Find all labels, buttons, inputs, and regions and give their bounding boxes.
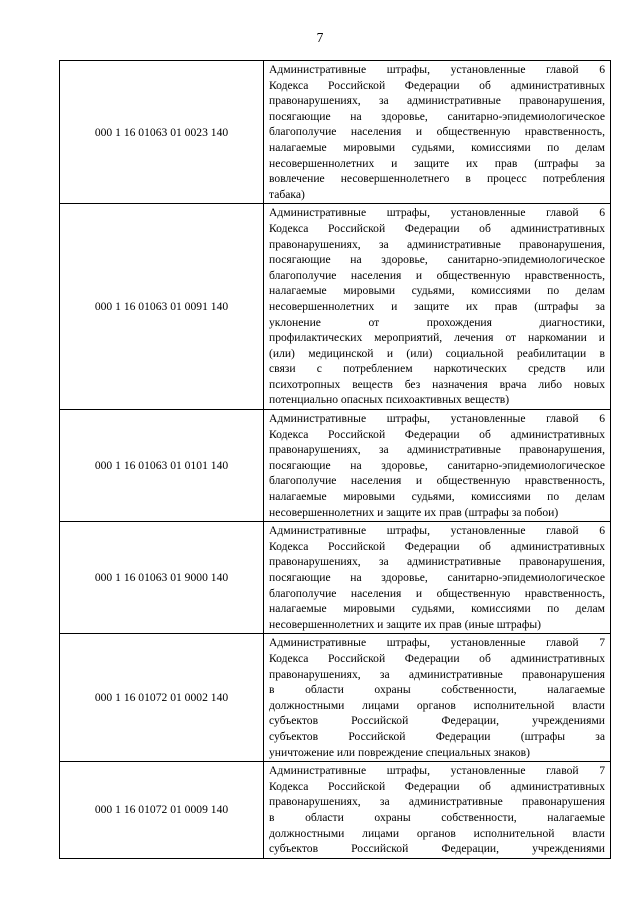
description-line: уклонение от прохождения диагностики,: [269, 315, 605, 329]
page-number: 7: [316, 30, 324, 45]
description-line: благополучие населения и общественную нравственность,: [269, 125, 605, 139]
description-line: вовлечение несовершеннолетнего в процесс потребления: [269, 172, 605, 186]
description-line: посягающие на здоровье, санитарно-эпидемиологическое: [269, 458, 605, 472]
income-description: [264, 634, 611, 762]
description-line: благополучие населения и общественную нравственность,: [269, 474, 605, 488]
income-description: [264, 204, 611, 410]
description-line: должностными лицами органов исполнительной власти: [269, 826, 605, 840]
description-line: Кодекса Российской Федерации об административных: [269, 221, 605, 235]
table-body: [60, 61, 611, 859]
description-line: Административные штрафы, установленные главой 7: [269, 636, 605, 650]
description-line: правонарушениях, за административные правонарушения: [269, 795, 605, 809]
description-line: налагаемые мировыми судьями, комиссиями по делам: [269, 490, 605, 504]
description-line: (или) медицинской и (или) социальной реабилитации в: [269, 346, 605, 360]
description-line: Кодекса Российской Федерации об административных: [269, 427, 605, 441]
description-line: несовершеннолетних и защите их прав (штрафы за: [269, 156, 605, 170]
description-line: потенциально опасных психоактивных веществ): [269, 393, 510, 407]
description-line: в области охраны собственности, налагаемые: [269, 810, 605, 824]
description-line: психотропных веществ без назначения врача либо новых: [269, 377, 605, 391]
description-line: Кодекса Российской Федерации об административных: [269, 78, 605, 92]
classification-code: 000 1 16 01063 01 9000 140: [60, 522, 264, 634]
description-line: посягающие на здоровье, санитарно-эпидемиологическое: [269, 253, 605, 267]
description-line: Административные штрафы, установленные главой 6: [269, 206, 605, 220]
description-line: должностными лицами органов исполнительной власти: [269, 698, 605, 712]
description-line: посягающие на здоровье, санитарно-эпидемиологическое: [269, 571, 605, 584]
description-line: Административные штрафы, установленные главой 6: [269, 524, 605, 538]
description-line: Административные штрафы, установленные главой 6: [269, 63, 605, 76]
description-line: в области охраны собственности, налагаемые: [269, 683, 605, 697]
description-line: профилактических мероприятий, лечения от наркомании и: [269, 331, 605, 345]
classification-code: 000 1 16 01063 01 0091 140: [60, 204, 264, 410]
income-description: [264, 61, 611, 204]
description-line: правонарушениях, за административные правонарушения,: [269, 237, 605, 251]
description-line: налагаемые мировыми судьями, комиссиями по делам: [269, 602, 605, 616]
description-line: субъектов Российской Федерации (штрафы за: [269, 729, 605, 743]
description-line: табака): [269, 187, 305, 201]
description-line: правонарушениях, за административные правонарушения,: [269, 94, 605, 108]
description-line: субъектов Российской Федерации, учреждениями: [269, 714, 605, 728]
description-line: несовершеннолетних и защите их прав (штрафы за: [269, 299, 605, 313]
description-line: уничтожение или повреждение специальных знаков): [269, 745, 530, 759]
description-line: правонарушениях, за административные правонарушения,: [269, 555, 605, 569]
income-description: [264, 410, 611, 522]
classification-code: 000 1 16 01072 01 0002 140: [60, 634, 264, 762]
income-description: [264, 762, 611, 859]
classification-code: 000 1 16 01072 01 0009 140: [60, 762, 264, 859]
description-line: Административные штрафы, установленные главой 7: [269, 764, 605, 778]
description-line: несовершеннолетних и защите их прав (штрафы за побои): [269, 505, 559, 519]
table-row: [60, 204, 611, 410]
description-line: несовершеннолетних и защите их прав (иные штрафы): [269, 617, 541, 631]
table-row: [60, 762, 611, 859]
description-line: Кодекса Российской Федерации об административных: [269, 539, 605, 553]
description-line: налагаемые мировыми судьями, комиссиями по делам: [269, 284, 605, 298]
description-line: Кодекса Российской Федерации об административных: [269, 651, 605, 665]
table-row: [60, 522, 611, 634]
description-line: налагаемые мировыми судьями, комиссиями по делам: [269, 140, 605, 154]
classification-code: 000 1 16 01063 01 0101 140: [60, 410, 264, 522]
description-line: благополучие населения и общественную нравственность,: [269, 586, 605, 600]
description-line: правонарушениях, за административные правонарушения,: [269, 443, 605, 457]
description-line: связи с потреблением наркотических средств или: [269, 362, 605, 376]
description-line: Кодекса Российской Федерации об административных: [269, 779, 605, 793]
description-line: субъектов Российской Федерации, учреждениями: [269, 842, 605, 856]
description-line: Административные штрафы, установленные главой 6: [269, 412, 605, 426]
description-line: благополучие населения и общественную нравственность,: [269, 268, 605, 282]
table-row: [60, 634, 611, 762]
table-row: [60, 410, 611, 522]
classification-code: 000 1 16 01063 01 0023 140: [60, 61, 264, 204]
description-line: правонарушениях, за административные правонарушения: [269, 667, 605, 681]
description-line: посягающие на здоровье, санитарно-эпидемиологическое: [269, 109, 605, 123]
income-description: [264, 522, 611, 634]
table-row: [60, 61, 611, 204]
budget-codes-table: [59, 60, 611, 859]
